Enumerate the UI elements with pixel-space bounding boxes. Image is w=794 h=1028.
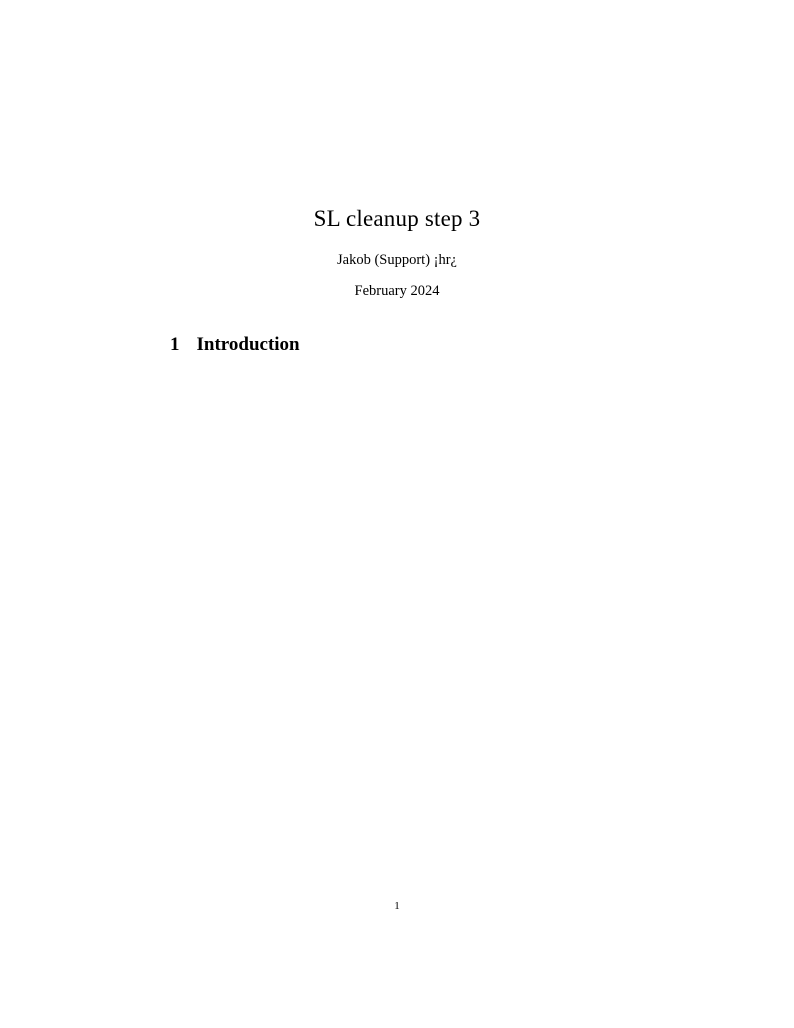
page-title: SL cleanup step 3: [313, 206, 481, 231]
document-date: February 2024: [354, 283, 440, 299]
section-number: 1: [170, 334, 180, 355]
document-author: Jakob (Support) ¡hr¿: [336, 252, 457, 268]
section-heading-introduction: [170, 334, 300, 356]
page-number: 1: [394, 900, 400, 912]
section-title: Introduction: [196, 334, 300, 355]
